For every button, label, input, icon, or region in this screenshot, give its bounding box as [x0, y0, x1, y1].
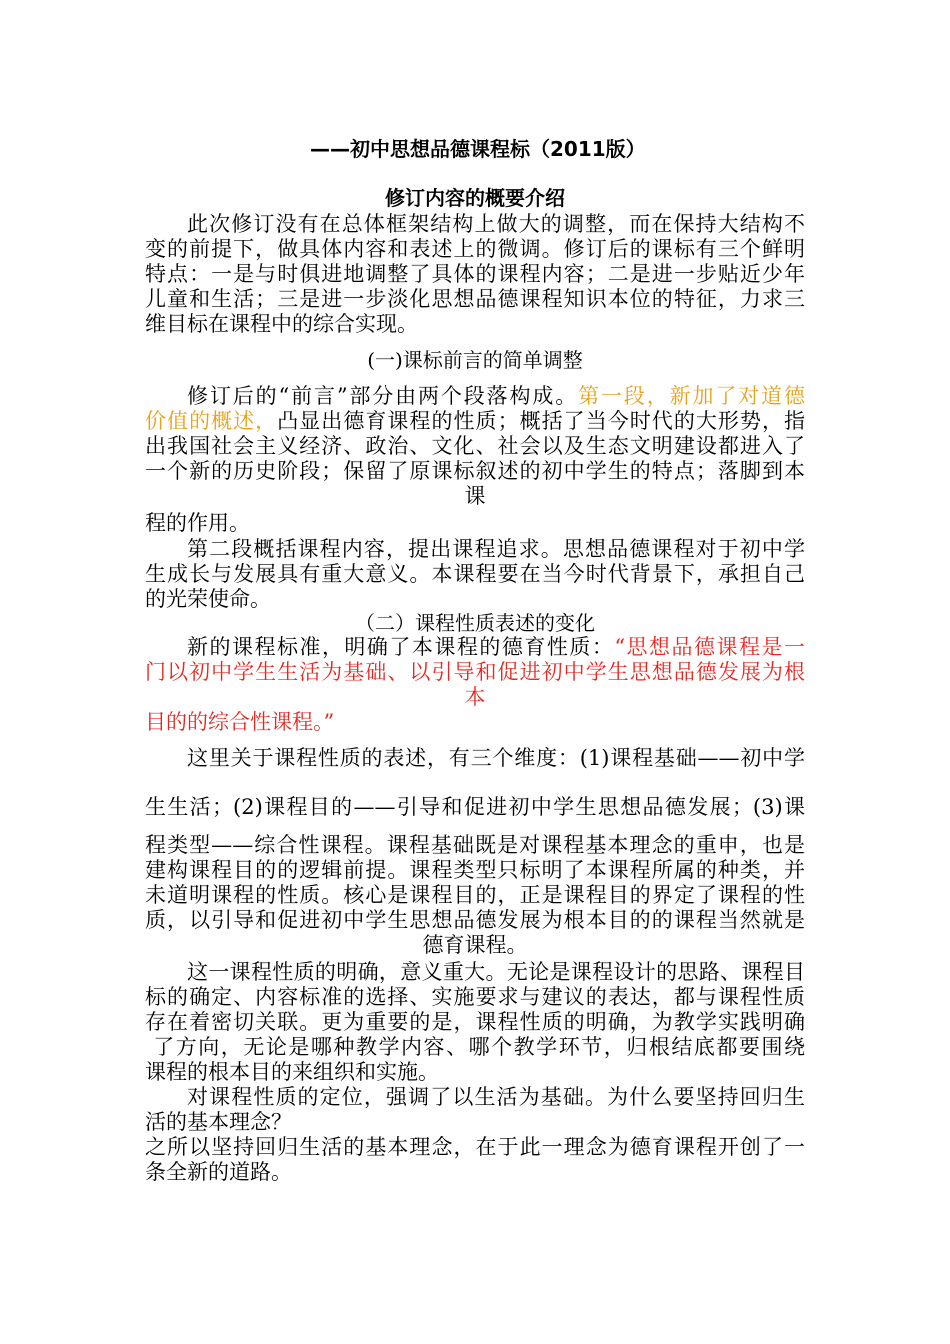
paragraph-line [145, 409, 805, 434]
paragraph-line: 这里关于课程性质的表述，有三个维度：(1)课程基础——初中学 [187, 746, 805, 770]
paragraph-line: 存在着密切关联。更为重要的是，课程性质的明确，为教学实践明确 [145, 1010, 805, 1034]
paragraph-line: 生成长与发展具有重大意义。本课程要在当今时代背景下，承担自己 [145, 562, 805, 586]
text-span: 新的课程标准，明确了本课程的德育性质： [187, 635, 615, 659]
paragraph-line: 了方向，无论是哪种教学内容、哪个教学环节，归根结底都要围绕 [145, 1035, 805, 1059]
highlight-text: 价值的概述， [145, 409, 278, 433]
paragraph-line: 对课程性质的定位，强调了以生活为基础。为什么要坚持回归生 [187, 1085, 805, 1109]
paragraph-line: 的光荣使命。 [145, 587, 271, 611]
highlight-text: 第一段，新加了对道德 [578, 384, 805, 408]
paragraph-line: 门以初中学生生活为基础、以引导和促进初中学生思想品德发展为根 [145, 660, 805, 684]
section-heading: 修订内容的概要介绍 [385, 186, 565, 210]
paragraph-line [145, 635, 805, 660]
paragraph-line: 儿童和生活；三是进一步淡化思想品德课程知识本位的特征，力求三 [145, 287, 805, 311]
paragraph-line: 未道明课程的性质。核心是课程目的，正是课程目的界定了课程的性 [145, 883, 805, 907]
paragraph-line: 特点：一是与时俱进地调整了具体的课程内容；二是进一步贴近少年 [145, 262, 805, 286]
paragraph-line: 维目标在课程中的综合实现。 [145, 312, 418, 336]
section-title: （二）课程性质表述的变化 [355, 611, 595, 635]
text-span: 凸显出德育课程的性质；概括了当今时代的大形势，指 [277, 409, 805, 433]
text-span: 修订后的“前言”部分由两个段落构成。 [187, 384, 579, 408]
paragraph-line: 活的基本理念？ [145, 1110, 292, 1134]
paragraph-line: 之所以坚持回归生活的基本理念，在于此一理念为德育课程开创了一 [145, 1135, 805, 1159]
paragraph-line: 出我国社会主义经济、政治、文化、社会以及生态文明建设都进入了 [145, 434, 805, 458]
paragraph-line: 第二段概括课程内容，提出课程追求。思想品德课程对于初中学 [187, 537, 805, 561]
paragraph-line: 程类型——综合性课程。课程基础既是对课程基本理念的重申，也是 [145, 833, 805, 857]
paragraph-line [145, 384, 805, 409]
highlight-text: “思想品德课程是一 [614, 635, 805, 659]
paragraph-line: 这一课程性质的明确，意义重大。无论是课程设计的思路、课程目 [187, 960, 805, 984]
paragraph-line: 课 [464, 484, 486, 508]
paragraph-line: 德育课程。 [422, 933, 528, 957]
paragraph-line: 此次修订没有在总体框架结构上做大的调整，而在保持大结构不 [187, 212, 805, 236]
paragraph-line: 一个新的历史阶段；保留了原课标叙述的初中学生的特点；落脚到本 [145, 459, 805, 483]
paragraph-line: 质，以引导和促进初中学生思想品德发展为根本目的的课程当然就是 [145, 908, 805, 932]
paragraph-line: 课程的根本目的来组织和实施。 [145, 1060, 439, 1084]
paragraph-line: 标的确定、内容标准的选择、实施要求与建议的表达，都与课程性质 [145, 985, 805, 1009]
paragraph-line: 变的前提下，做具体内容和表述上的微调。修订后的课标有三个鲜明 [145, 237, 805, 261]
paragraph-line: 目的的综合性课程。” [145, 710, 335, 734]
paragraph-line: 本 [464, 685, 486, 709]
paragraph-line: 程的作用。 [145, 511, 250, 535]
paragraph-line: 建构课程目的的逻辑前提。课程类型只标明了本课程所属的种类，并 [145, 858, 805, 882]
paragraph-line: 条全新的道路。 [145, 1160, 292, 1184]
document-subtitle: ——初中思想品德课程标（2011版） [310, 137, 646, 161]
section-title: (一)课标前言的简单调整 [367, 348, 583, 372]
paragraph-line: 生生活；(2)课程目的——引导和促进初中学生思想品德发展；(3)课 [145, 795, 805, 819]
